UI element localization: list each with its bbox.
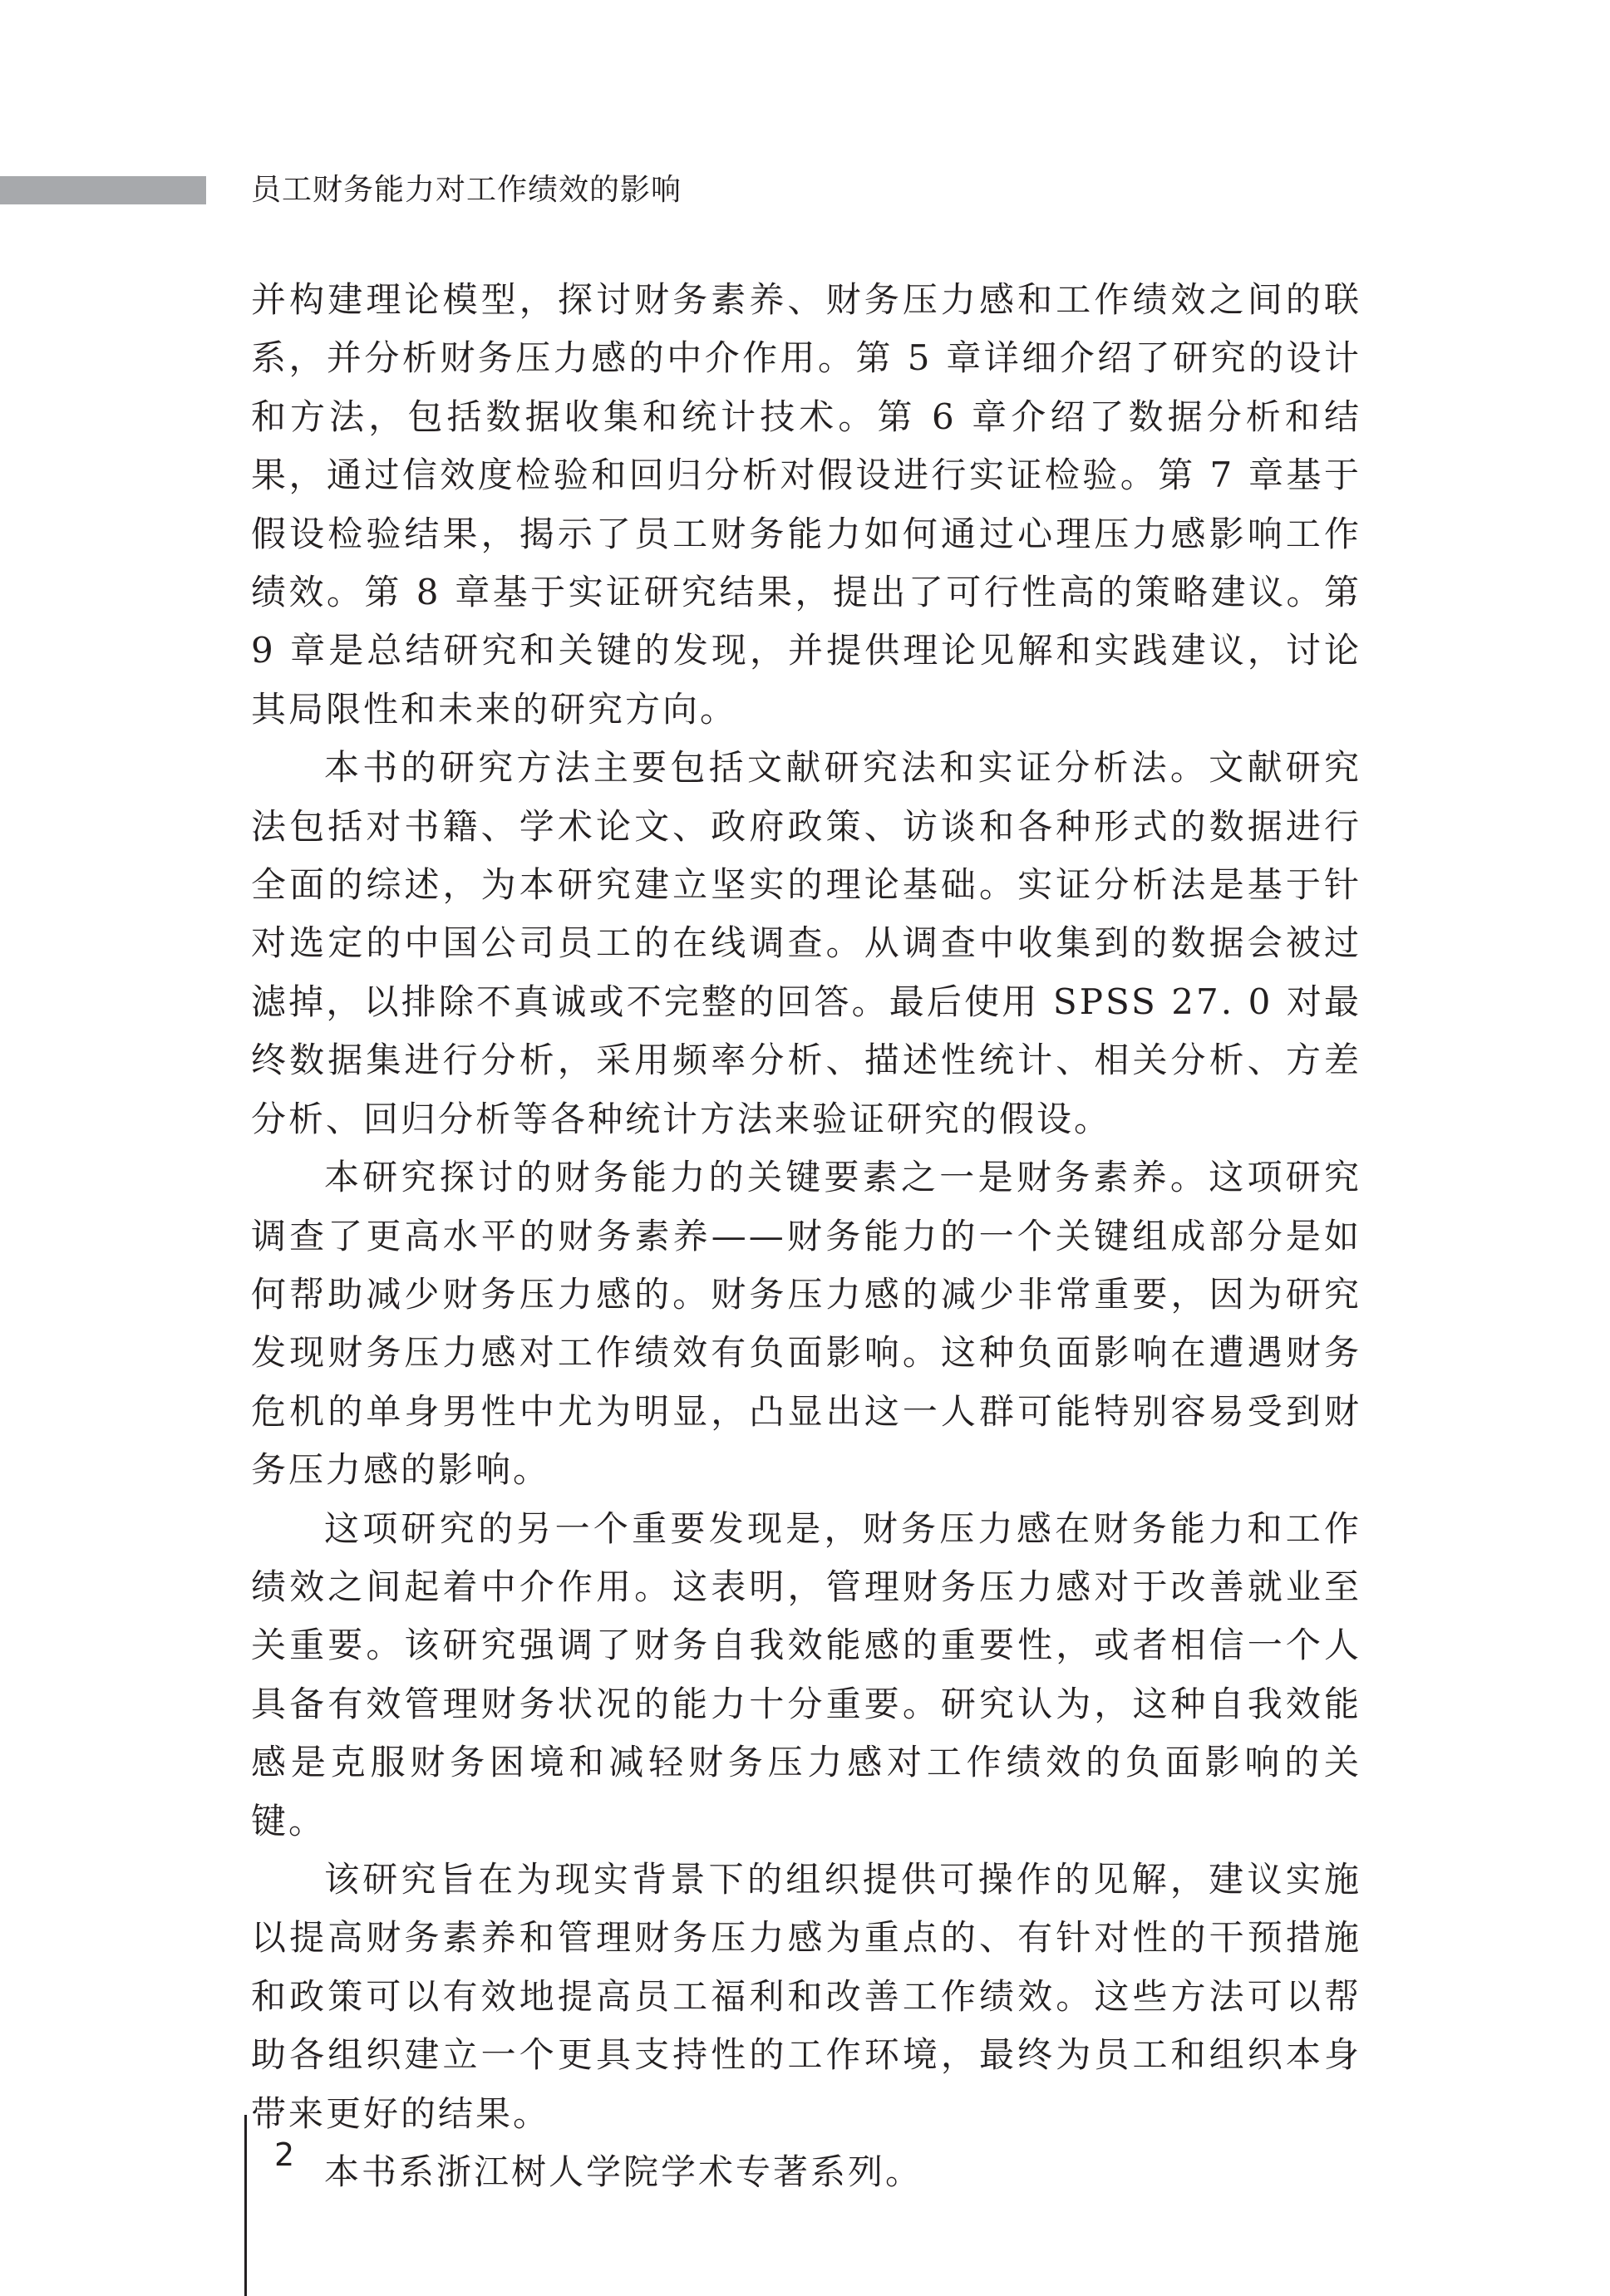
- running-title: 员工财务能力对工作绩效的影响: [251, 173, 682, 207]
- paragraph-continuation: 并构建理论模型，探讨财务素养、财务压力感和工作绩效之间的联系，并分析财务压力感的中介作用。第 5 章详细介绍了研究的设计和方法，包括数据收集和统计技术。第 6 章介绍了数据分析和结果，通过信效度检验和回归分析对假设进行实证检验。第 7 章基于假设检验结果，揭示了员工财务能力如何通过心理压力感影响工作绩效。第 8 章基于实证研究结果，提出了可行性高的策略建议。第 9 章是总结研究和关键的发现，并提供理论见解和实践建议，讨论其局限性和未来的研究方向。: [251, 279, 1361, 730]
- page-number-rule: [244, 2115, 247, 2296]
- paragraph-financial-literacy: 本研究探讨的财务能力的关键要素之一是财务素养。这项研究调查了更高水平的财务素养——财务能力的一个关键组成部分是如何帮助减少财务压力感的。财务压力感的减少非常重要，因为研究发现财务压力感对工作绩效有负面影响。这种负面影响在遭遇财务危机的单身男性中尤为明显，凸显出这一人群可能特别容易受到财务压力感的影响。: [251, 1157, 1361, 1491]
- header-gray-bar: [0, 176, 206, 204]
- page-number: 2: [274, 2136, 295, 2173]
- paragraph-series-note: 本书系浙江树人学院学术专著系列。: [324, 2151, 923, 2192]
- body-text: [251, 271, 1361, 2201]
- paragraph-research-methods: 本书的研究方法主要包括文献研究法和实证分析法。文献研究法包括对书籍、学术论文、政府政策、访谈和各种形式的数据进行全面的综述，为本研究建立坚实的理论基础。实证分析法是基于针对选定的中国公司员工的在线调查。从调查中收集到的数据会被过滤掉，以排除不真诚或不完整的回答。最后使用 SPSS 27. 0 对最终数据集进行分析，采用频率分析、描述性统计、相关分析、方差分析、回归分析等各种统计方法来验证研究的假设。: [251, 747, 1361, 1139]
- paragraph-mediating-role: 这项研究的另一个重要发现是，财务压力感在财务能力和工作绩效之间起着中介作用。这表明，管理财务压力感对于改善就业至关重要。该研究强调了财务自我效能感的重要性，或者相信一个人具备有效管理财务状况的能力十分重要。研究认为，这种自我效能感是克服财务困境和减轻财务压力感对工作绩效的负面影响的关键。: [251, 1507, 1361, 1841]
- paragraph-practical-insights: 该研究旨在为现实背景下的组织提供可操作的见解，建议实施以提高财务素养和管理财务压力感为重点的、有针对性的干预措施和政策可以有效地提高员工福利和改善工作绩效。这些方法可以帮助各组织建立一个更具支持性的工作环境，最终为员工和组织本身带来更好的结果。: [251, 1858, 1361, 2134]
